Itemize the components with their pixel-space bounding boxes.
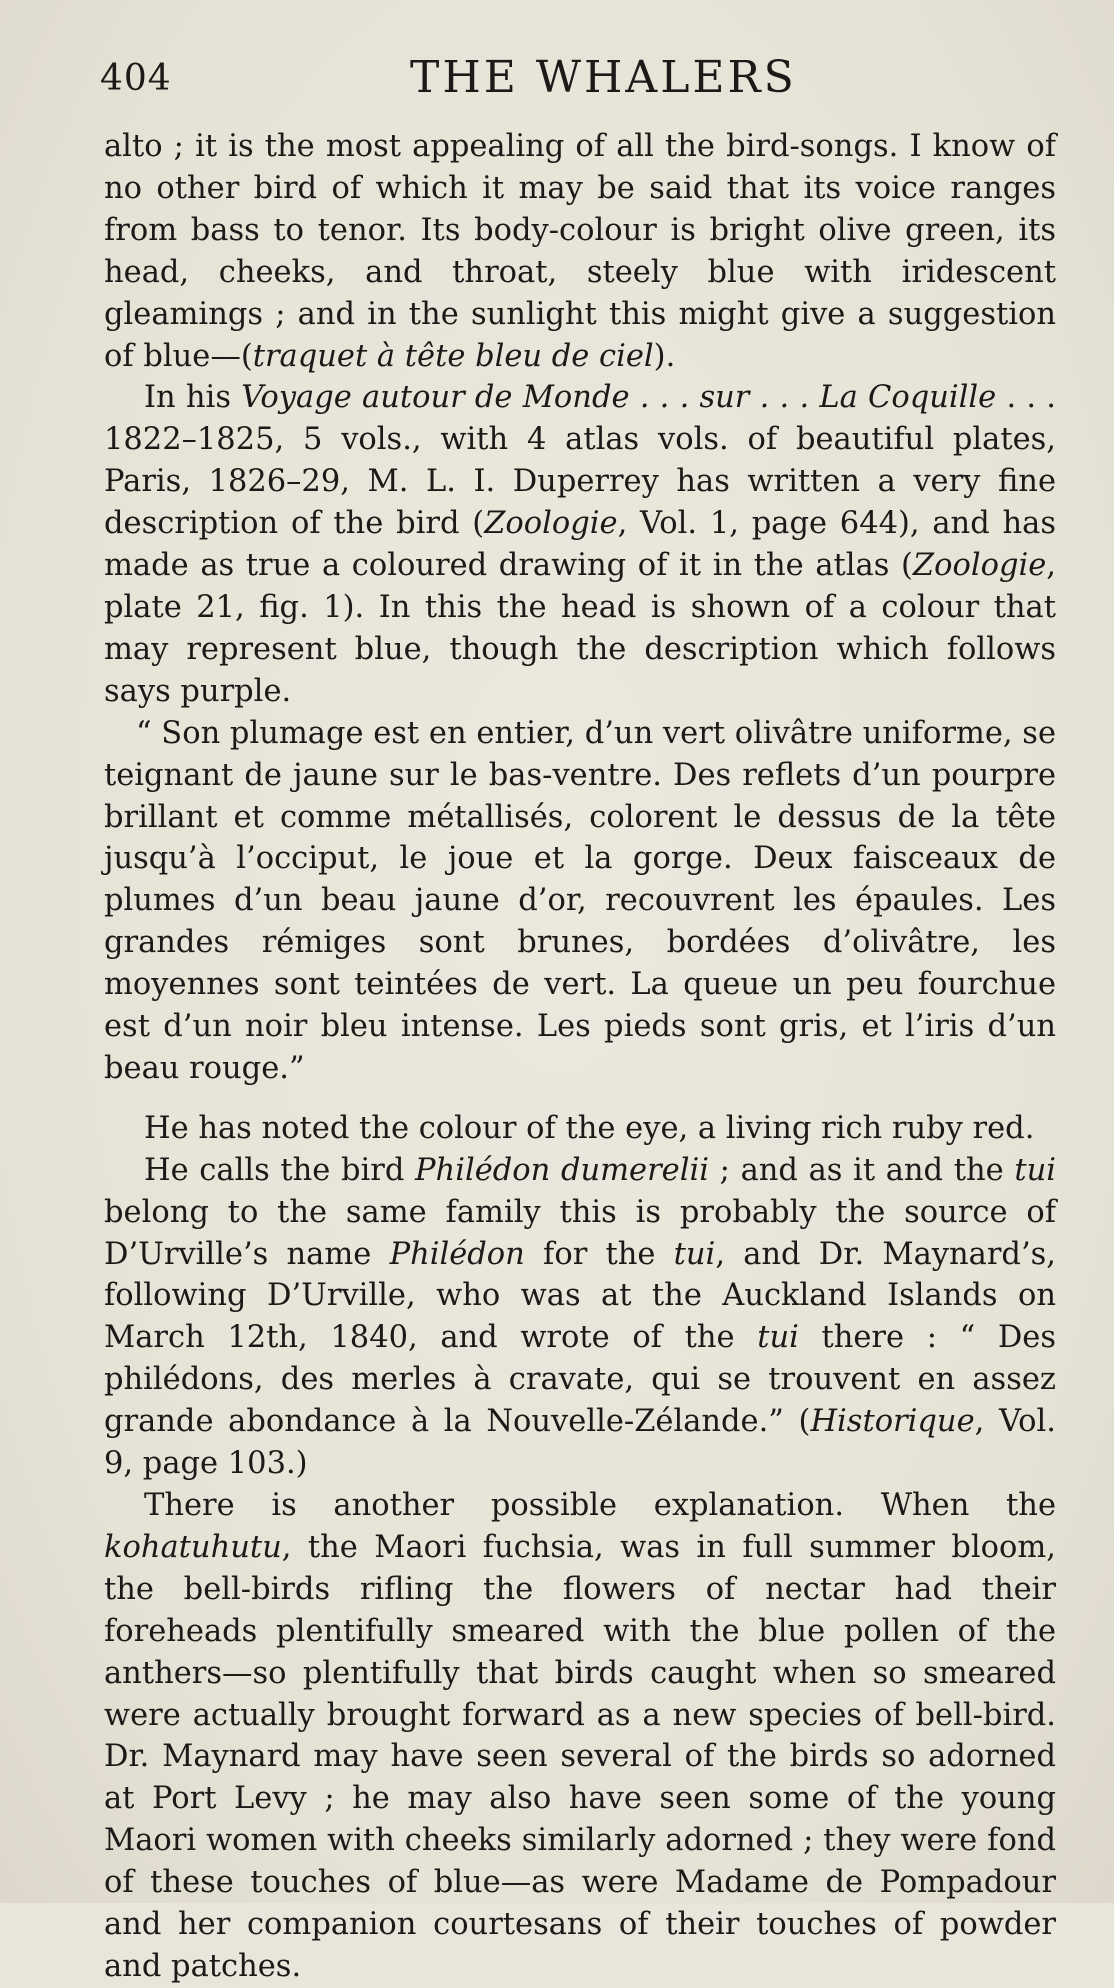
paragraph-philedon: He calls the bird Philédon dumerelii ; and as it and the tui belong to the same family this is probably the source of D’Urville’s name Philédon for the tui, and Dr. Maynard’s, following D’Urville, who was at the Auckland Islands on March 12th, 1840, and wrote of the tui there : “ Des philédons, des merles à cravate, qui se trouvent en assez grande abondance à la Nouvelle-Zélande.” (Historique, Vol. 9, page 103.) [104,1152,1056,1482]
paragraph-continuation: alto ; it is the most appealing of all the bird-songs. I know of no other bird of which it may be said that its voice ranges from bass to tenor. Its body-colour is bright olive green, its head, cheeks, and throat, steely blue with iridescent gleamings ; and in the sunlight this might give a suggestion of blue—(traquet à tête bleu de ciel). [104,129,1056,374]
paragraph-eye-colour: He has noted the colour of the eye, a living rich ruby red. [144,1110,1035,1146]
paragraph-french-quote: “ Son plumage est en entier, d’un vert olivâtre uniforme, se teignant de jaune sur le bas-ventre. Des reflets d’un pourpre brillant et comme métallisés, colorent le dessus de la tête jusqu’à l’occiput, le joue et la gorge. Deux faisceaux de plumes d’un beau jaune d’or, recouvrent les épaules. Les grandes rémiges sont brunes, bordées d’olivâtre, les moyennes sont teintées de vert. La queue un peu fourchue est d’un noir bleu intense. Les pieds sont gris, et l’iris d’un beau rouge.” [104,715,1056,1086]
paragraph-duperrey: In his Voyage autour de Monde . . . sur . . . La Coquille . . . 1822–1825, 5 vols., with 4 atlas vols. of beautiful plates, Paris, 1826–29, M. L. I. Duperrey has written a very fine description of the bird (Zoologie, Vol. 1, page 644), and has made as true a coloured drawing of it in the atlas (Zoologie, plate 21, fig. 1). In this the head is shown of a colour that may represent blue, though the description which follows says purple. [104,380,1057,709]
page-number: 404 [100,58,172,99]
running-title: THE WHALERS [410,52,797,103]
body-text [104,126,1056,1988]
running-head [100,52,1060,102]
paragraph-explanation: There is another possible explanation. When the kohatuhutu, the Maori fuchsia, was in full summer bloom, the bell-birds rifling the flowers of nectar had their foreheads plentifully smeared with the blue pollen of the anthers—so plentifully that birds caught when so smeared were actually brought forward as a new species of bell-bird. Dr. Maynard may have seen several of the birds so adorned at Port Levy ; he may also have seen some of the young Maori women with cheeks similarly adorned ; they were fond of these touches of blue—as were Madame de Pompadour and her companion courtesans of their touches of powder and patches. [104,1488,1056,1984]
